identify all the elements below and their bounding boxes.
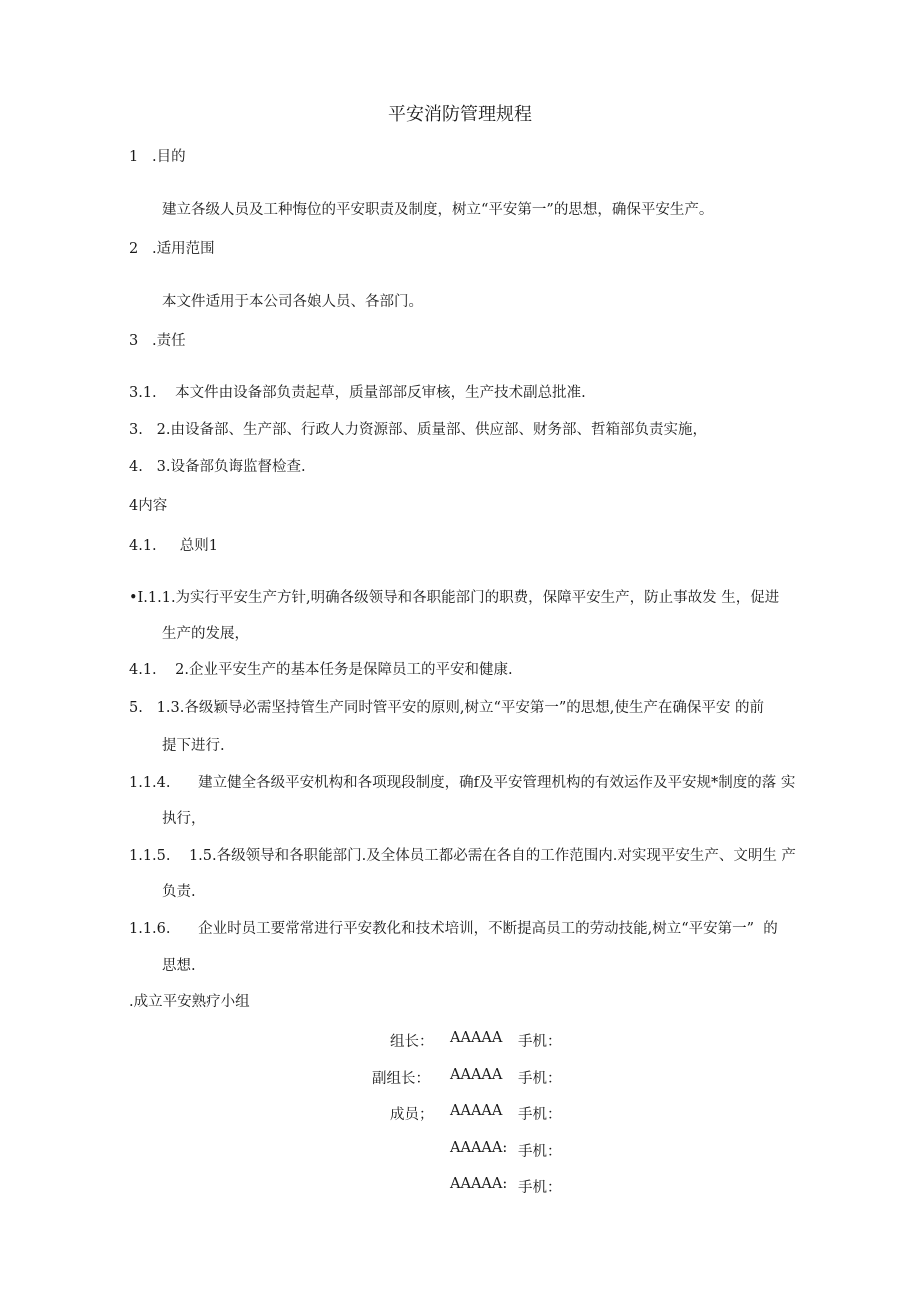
section-heading-scope: 2 .适用范围 (129, 241, 215, 257)
contact-phone-label: 手机： (518, 1034, 562, 1050)
clause-3-2: 3. 2.由设备部、生产部、行政人力资源部、质量部、供应部、财务部、哲箱部负责实施， (129, 422, 707, 438)
section-heading-purpose: 1 .目的 (129, 149, 186, 165)
paragraph-scope: 本文件适用于本公司各娘人员、各部门。 (162, 294, 423, 310)
contact-phone-label: 手机： (518, 1144, 562, 1160)
section-heading-content: 4内容 (129, 498, 168, 514)
clause-3-3: 4. 3.设备部负诲监督检查. (129, 459, 306, 475)
document-title: 平安消防管理规程 (388, 104, 532, 125)
clause-1-1-5-cont: 负责. (162, 884, 196, 900)
clause-1-1-1: •I.1.1.为实行平安生产方针,明确各级领导和各职能部门的职费，保障平安生产，防止事故发 生，促进 (129, 590, 780, 606)
contact-name: AAAAA: (450, 1176, 508, 1192)
clause-1-1-1-cont: 生产的发展， (162, 626, 249, 642)
contact-name: AAAAA (450, 1030, 503, 1046)
contact-name: AAAAA (450, 1067, 503, 1083)
contact-role: 组长： (390, 1034, 434, 1050)
clause-4-1: 4.1. 总则1 (129, 538, 218, 554)
clause-1-1-6: 1.1.6. 企业时员工要常常进行平安教化和技术培训，不断提高员工的劳动技能,树立“平安第一” 的 (129, 921, 778, 937)
contact-phone-label: 手机： (518, 1180, 562, 1196)
contact-role: 成员； (390, 1107, 434, 1123)
contact-name: AAAAA (450, 1103, 503, 1119)
section-heading-responsibility: 3 .责任 (129, 333, 186, 349)
clause-1-1-5: 1.1.5. 1.5.各级领导和各职能部门.及全体员工都必需在各自的工作范围内.对实现平安生产、文明生 产 (129, 848, 796, 864)
clause-1-1-3-cont: 提下进行. (162, 738, 225, 754)
contact-phone-label: 手机： (518, 1107, 562, 1123)
clause-1-1-6-cont: 思想. (162, 958, 196, 974)
clause-1-1-4: 1.1.4. 建立健全各级平安机构和各项现段制度，确f及平安管理机构的有效运作及平安规*制度的落 实 (129, 775, 796, 791)
contact-name: AAAAA: (450, 1140, 508, 1156)
contact-phone-label: 手机： (518, 1071, 562, 1087)
clause-3-1: 3.1. 本文件由设备部负责起草，质量部部反审核，生产技术副总批准. (129, 385, 586, 401)
section-heading-safety-team: .成立平安熟疗小组 (129, 994, 250, 1010)
clause-1-1-2: 4.1. 2.企业平安生产的基本任务是保障员工的平安和健康. (129, 662, 513, 678)
paragraph-purpose: 建立各级人员及工种悔位的平安职责及制度，树立“平安第一”的思想，确保平安生产。 (162, 202, 714, 218)
clause-1-1-3: 5. 1.3.各级颖导必需坚持管生产同时管平安的原则,树立“平安第一”的思想,使生产在确保平安 的前 (129, 700, 764, 716)
contact-role: 副组长： (372, 1071, 430, 1087)
clause-1-1-4-cont: 执行， (162, 811, 206, 827)
